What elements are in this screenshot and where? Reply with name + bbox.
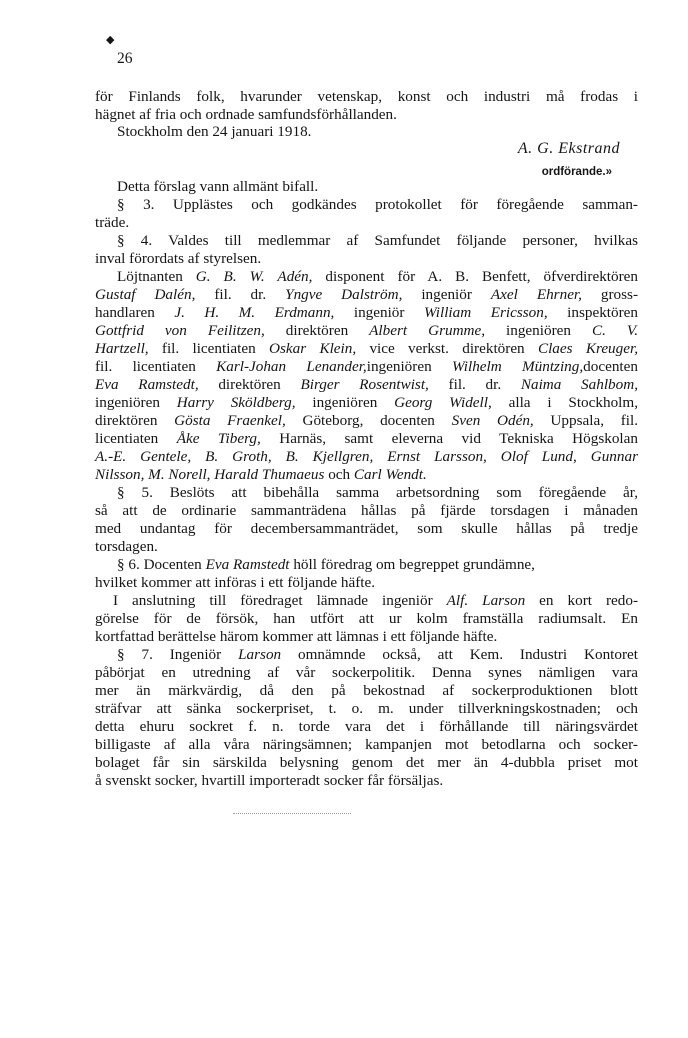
text-line: licentiaten Åke Tiberg, Harnäs, samt eleverna vid Tekniska Högskolan	[95, 430, 638, 447]
text-line: kortfattad berättelse härom kommer att lämnas i ett följande häfte.	[95, 628, 498, 645]
text-line: direktören Gösta Fraenkel, Göteborg, docenten Sven Odén, Uppsala, fil.	[95, 412, 639, 429]
text-line: påbörjat en utredning af vår sockerpolitik. Denna synes nämligen vara	[95, 664, 638, 681]
text-line: så att de ordinarie sammanträdena hållas på fjärde torsdagen i månaden	[95, 502, 638, 519]
text-line: hvilket kommer att införas i ett följande häfte.	[95, 574, 376, 591]
text-line: med undantag för decembersammanträdet, som skulle hållas på tredje	[95, 520, 638, 537]
text-line: § 5. Beslöts att bibehålla samma arbetsordning som föregående år,	[117, 484, 638, 501]
text-line: § 4. Valdes till medlemmar af Samfundet följande personer, hvilkas	[117, 232, 638, 249]
text-line: bolaget får sin särskilda belysning genom det mer än 4-dubbla priset mot	[95, 754, 638, 771]
text-line: Nilsson, M. Norell, Harald Thumaeus och Carl Wendt.	[95, 466, 427, 483]
text-line: ingeniören Harry Sköldberg, ingeniören Georg Widell, alla i Stockholm,	[95, 394, 638, 411]
text-line: handlaren J. H. M. Erdmann, ingeniör William Ericsson, inspektören	[95, 304, 639, 321]
text-line: § 7. Ingeniör Larson omnämnde också, att Kem. Industri Kontoret	[117, 646, 639, 663]
text-line: Gottfrid von Feilitzen, direktören Albert Grumme, ingeniören C. V.	[95, 322, 638, 339]
text-line: detta ehuru sockret f. n. torde vara det i förhållande till näringsvärdet	[95, 718, 638, 735]
text-line: § 3. Upplästes och godkändes protokollet för föregående samman-	[117, 196, 638, 213]
text-line: Gustaf Dalén, fil. dr. Yngve Dalström, ingeniör Axel Ehrner, gross-	[95, 286, 639, 303]
margin-mark: ◆	[106, 34, 115, 46]
text-line: Hartzell, fil. licentiaten Oskar Klein, vice verkst. direktören Claes Kreuger,	[95, 340, 639, 357]
page-number: 26	[117, 50, 133, 67]
signature-title: ordförande.»	[541, 166, 612, 178]
text-line: A.-E. Gentele, B. Groth, B. Kjellgren, Ernst Larsson, Olof Lund, Gunnar	[95, 448, 638, 465]
text-line: Löjtnanten G. B. W. Adén, disponent för A. B. Benfett, öfverdirektören	[117, 268, 638, 285]
divider	[233, 813, 351, 814]
text-line: Eva Ramstedt, direktören Birger Rosentwist, fil. dr. Naima Sahlbom,	[95, 376, 639, 393]
text-line: sträfvar att sänka sockerpriset, t. o. m. under tillverkningskostnaden; och	[95, 700, 638, 717]
signature-name: A. G. Ekstrand	[517, 140, 620, 157]
text-line: mer än märkvärdig, då den på bekostnad af sockerproduktionen blott	[95, 682, 638, 699]
text-line: träde.	[95, 214, 130, 231]
text-line: Detta förslag vann allmänt bifall.	[117, 178, 319, 195]
text-line: för Finlands folk, hvarunder vetenskap, konst och industri må frodas i	[95, 88, 638, 105]
text-line: inval förordats af styrelsen.	[95, 250, 262, 267]
text-line: görelse för de försök, han utfört att ur kolm framställa radiumsalt. En	[95, 610, 638, 627]
text-line: fil. licentiaten Karl-Johan Lenander,ingeniören Wilhelm Müntzing,docenten	[95, 358, 638, 375]
text-line: å svenskt socker, hvartill importeradt socker får försäljas.	[95, 772, 444, 789]
text-line: § 6. Docenten Eva Ramstedt höll föredrag om begreppet grundämne,	[117, 556, 535, 573]
text-line: I anslutning till föredraget lämnade ingeniör Alf. Larson en kort redo-	[113, 592, 639, 609]
text-line: Stockholm den 24 januari 1918.	[117, 123, 312, 140]
text-line: hägnet af fria och ordnade samfundsförhållanden.	[95, 106, 397, 123]
text-line: billigaste af alla våra näringsämnen; kampanjen mot betodlarna och socker-	[95, 736, 638, 753]
text-line: torsdagen.	[95, 538, 158, 555]
